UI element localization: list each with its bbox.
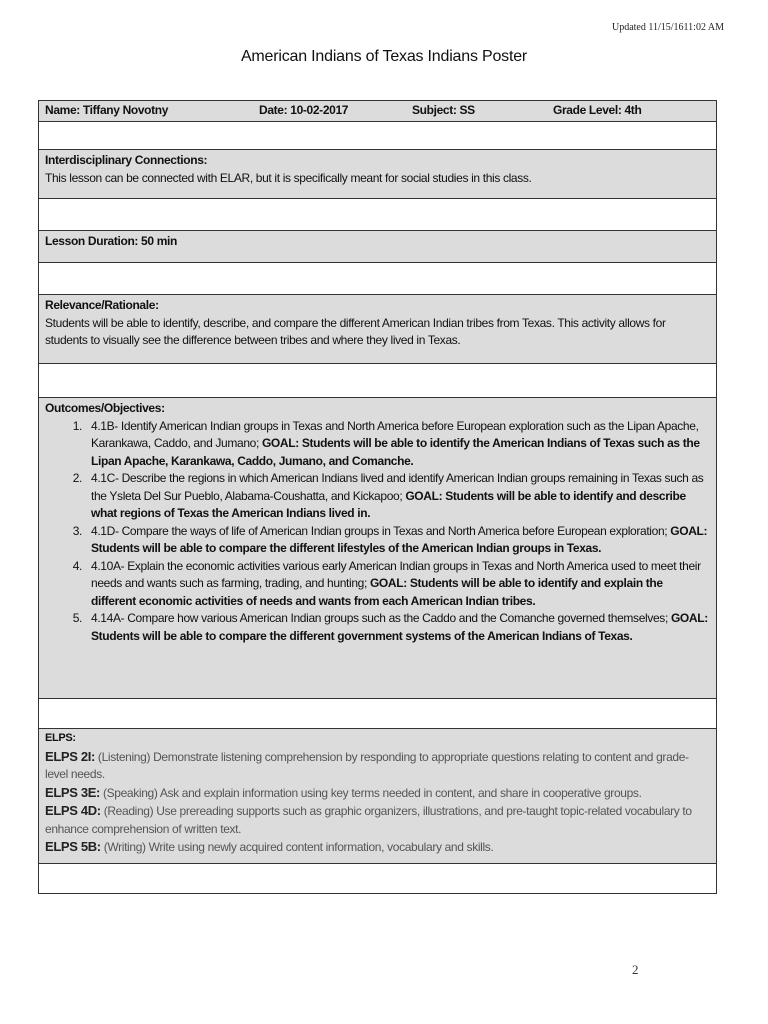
spacer-cell <box>39 364 717 398</box>
objective-goal: GOAL: Students will be able to identify and explain the different economic activities of needs and wants from each American Indian tribes. <box>91 576 663 608</box>
interdisciplinary-text: This lesson can be connected with ELAR, but it is specifically meant for social studies in this class. <box>45 170 532 185</box>
interdisciplinary-heading: Interdisciplinary Connections: <box>45 153 208 167</box>
grade-level: Grade Level: 4th <box>553 103 642 117</box>
outcomes-heading: Outcomes/Objectives: <box>45 401 165 415</box>
relevance-text: Students will be able to identify, describe, and compare the different American Indian tribes from Texas. This activity allows for students to visually see the difference between tribes and where they lived in Texas. <box>45 315 666 347</box>
updated-timestamp: Updated 11/15/1611:02 AM <box>611 22 724 33</box>
lesson-date: Date: 10-02-2017 <box>259 103 349 117</box>
elps-code: ELPS 5B: <box>45 839 101 854</box>
objectives-list <box>45 418 710 646</box>
spacer-cell <box>39 122 717 150</box>
duration-row <box>39 231 717 263</box>
spacer-cell <box>39 199 717 231</box>
elps-code: ELPS 2I: <box>45 748 95 764</box>
duration-cell <box>39 231 717 263</box>
spacer-row <box>39 364 717 398</box>
spacer-row <box>39 199 717 231</box>
subject: Subject: SS <box>412 103 475 117</box>
interdisciplinary-cell <box>39 150 717 199</box>
teacher-name: Name: Tiffany Novotny <box>45 103 169 117</box>
elps-item: ELPS 4D: (Reading) Use prereading supports such as graphic organizers, illustrations, and pre-taught topic-related vocabulary to enhance comprehension of written text. <box>45 803 692 836</box>
objective-item: 4. 4.10A- Explain the economic activities various early American Indian groups in Texas and North America used to meet their needs and wants such as farming, trading, and hunting; GOAL: Students will be able to identify and explain the different economic activities of needs and wants from each American Indian tribes. <box>85 558 710 611</box>
spacer-row <box>39 864 717 894</box>
header-cell <box>39 101 717 122</box>
objective-item: 1. 4.1B- Identify American Indian groups in Texas and North America before European exploration such as the Lipan Apache, Karankawa, Caddo, and Jumano; GOAL: Students will be able to identify the American Indians of Texas such as the Lipan Apache, Karankawa, Caddo, Jumano, and Comanche. <box>85 418 710 471</box>
outcomes-row <box>39 398 717 699</box>
spacer-row <box>39 699 717 729</box>
elps-code: ELPS 3E: <box>45 784 100 800</box>
elps-cell <box>39 729 717 864</box>
spacer-row <box>39 263 717 295</box>
elps-item: ELPS 2I: (Listening) Demonstrate listening comprehension by responding to appropriate questions relating to content and grade-level needs. <box>45 748 689 781</box>
spacer-row <box>39 122 717 150</box>
objective-goal: GOAL: Students will be able to identify and describe what regions of Texas the American Indians lived in. <box>91 488 686 520</box>
objective-goal: GOAL: Students will be able to identify the American Indians of Texas such as the Lipan Apache, Karankawa, Caddo, Jumano, and Comanche. <box>91 436 700 468</box>
relevance-cell <box>39 295 717 364</box>
objective-item: 5. 4.14A- Compare how various American Indian groups such as the Caddo and the Comanche governed themselves; GOAL: Students will be able to compare the different government systems of the American Indians of Texas. <box>85 610 710 645</box>
elps-item: ELPS 5B: (Writing) Write using newly acquired content information, vocabulary and skills. <box>45 839 494 854</box>
interdisciplinary-row <box>39 150 717 199</box>
objective-item: 2. 4.1C- Describe the regions in which American Indians lived and identify American Indian groups remaining in Texas such as the Ysleta Del Sur Pueblo, Alabama-Coushatta, and Kickapoo; GOAL: Students will be able to identify and describe what regions of Texas the American Indians lived in. <box>85 470 710 523</box>
spacer-cell <box>39 699 717 729</box>
page-number: 2 <box>632 962 639 977</box>
outcomes-cell <box>39 398 717 699</box>
elps-heading: ELPS: <box>45 732 76 744</box>
elps-item: ELPS 3E: (Speaking) Ask and explain information using key terms needed in content, and share in cooperative groups. <box>45 784 642 800</box>
relevance-row <box>39 295 717 364</box>
spacer-cell <box>39 263 717 295</box>
duration-heading: Lesson Duration: 50 min <box>45 234 177 248</box>
document-title: American Indians of Texas Indians Poster <box>240 48 528 65</box>
objective-goal: GOAL: Students will be able to compare the different lifestyles of the American Indian groups in Texas. <box>91 523 708 555</box>
spacer-cell <box>39 864 717 894</box>
lesson-plan-table <box>38 100 717 894</box>
elps-row <box>39 729 717 864</box>
header-row <box>39 101 717 122</box>
relevance-heading: Relevance/Rationale: <box>45 298 159 312</box>
objective-goal: GOAL: Students will be able to compare the different government systems of the American Indians of Texas. <box>91 611 708 643</box>
elps-code: ELPS 4D: <box>45 803 101 818</box>
objective-item: 3. 4.1D- Compare the ways of life of American Indian groups in Texas and North America before European exploration; GOAL: Students will be able to compare the different lifestyles of the American Indian groups in Texas. <box>85 523 710 558</box>
